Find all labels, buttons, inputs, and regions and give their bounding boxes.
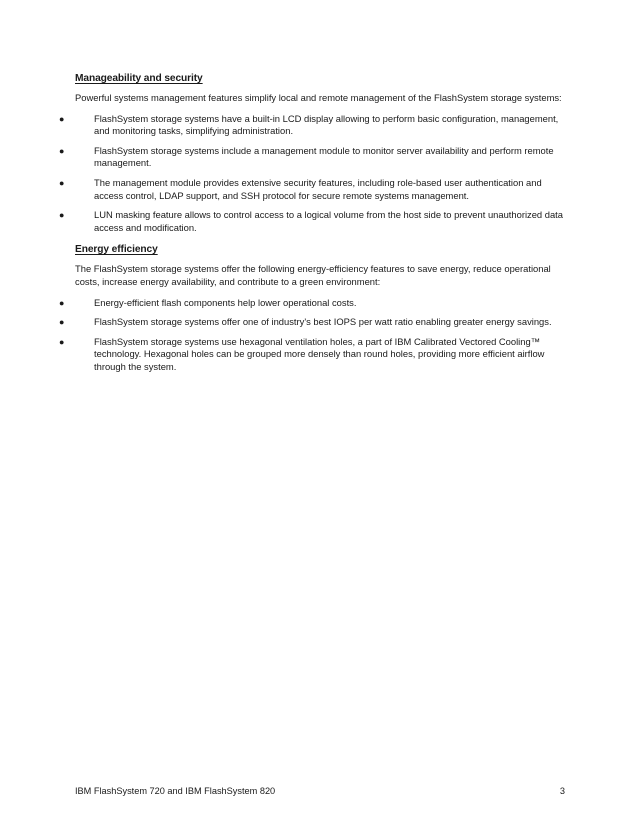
list-item-text: FlashSystem storage systems have a built-in LCD display allowing to perform basic configuration, management, and monitoring tasks, simplifying administration.	[94, 112, 559, 137]
section-manageability-security	[59, 73, 565, 234]
list-item	[59, 144, 565, 170]
footer-title: IBM FlashSystem 720 and IBM FlashSystem 820	[75, 786, 276, 796]
list-item	[59, 112, 565, 138]
list-item	[59, 176, 565, 202]
bullet-icon: ●	[59, 113, 65, 124]
section-intro: Powerful systems management features simplify local and remote management of the FlashSystem storage systems:	[75, 92, 562, 103]
bullet-list	[59, 112, 565, 235]
list-item	[59, 209, 565, 234]
bullet-icon: ●	[59, 317, 65, 328]
section-energy-efficiency	[59, 244, 565, 373]
list-item-text: The management module provides extensive security features, including role-based user authentication and access control, LDAP support, and SSH protocol for secure remote systems management.	[94, 176, 542, 201]
page-number: 3	[559, 786, 565, 796]
bullet-icon: ●	[59, 297, 65, 308]
bullet-icon: ●	[59, 145, 65, 156]
list-item	[59, 316, 565, 329]
list-item-text: LUN masking feature allows to control access to a logical volume from the host side to prevent unauthorized data access and modification.	[94, 209, 563, 233]
page-footer	[75, 786, 565, 796]
list-item-text: FlashSystem storage systems include a management module to monitor server availability and perform remote management.	[94, 144, 554, 169]
list-item	[59, 296, 565, 310]
list-item-text: FlashSystem storage systems use hexagonal ventilation holes, a part of IBM Calibrated Vectored Cooling™ technology. Hexagonal holes can be grouped more densely than round holes, providing more efficient airflow through the system.	[94, 335, 545, 372]
section-heading: Energy efficiency	[75, 244, 158, 256]
list-item-text: Energy-efficient flash components help lower operational costs.	[94, 296, 357, 308]
bullet-icon: ●	[59, 336, 65, 347]
section-heading: Manageability and security	[75, 73, 203, 84]
bullet-icon: ●	[59, 210, 65, 221]
section-intro: The FlashSystem storage systems offer the following energy-efficiency features to save energy, reduce operational costs, increase energy availability, and contribute to a green environment:	[75, 263, 551, 287]
list-item	[59, 335, 565, 374]
page-content	[59, 73, 565, 381]
list-item-text: FlashSystem storage systems offer one of industry's best IOPS per watt ratio enabling greater energy savings.	[94, 316, 552, 328]
bullet-list	[59, 296, 565, 374]
bullet-icon: ●	[59, 177, 65, 188]
